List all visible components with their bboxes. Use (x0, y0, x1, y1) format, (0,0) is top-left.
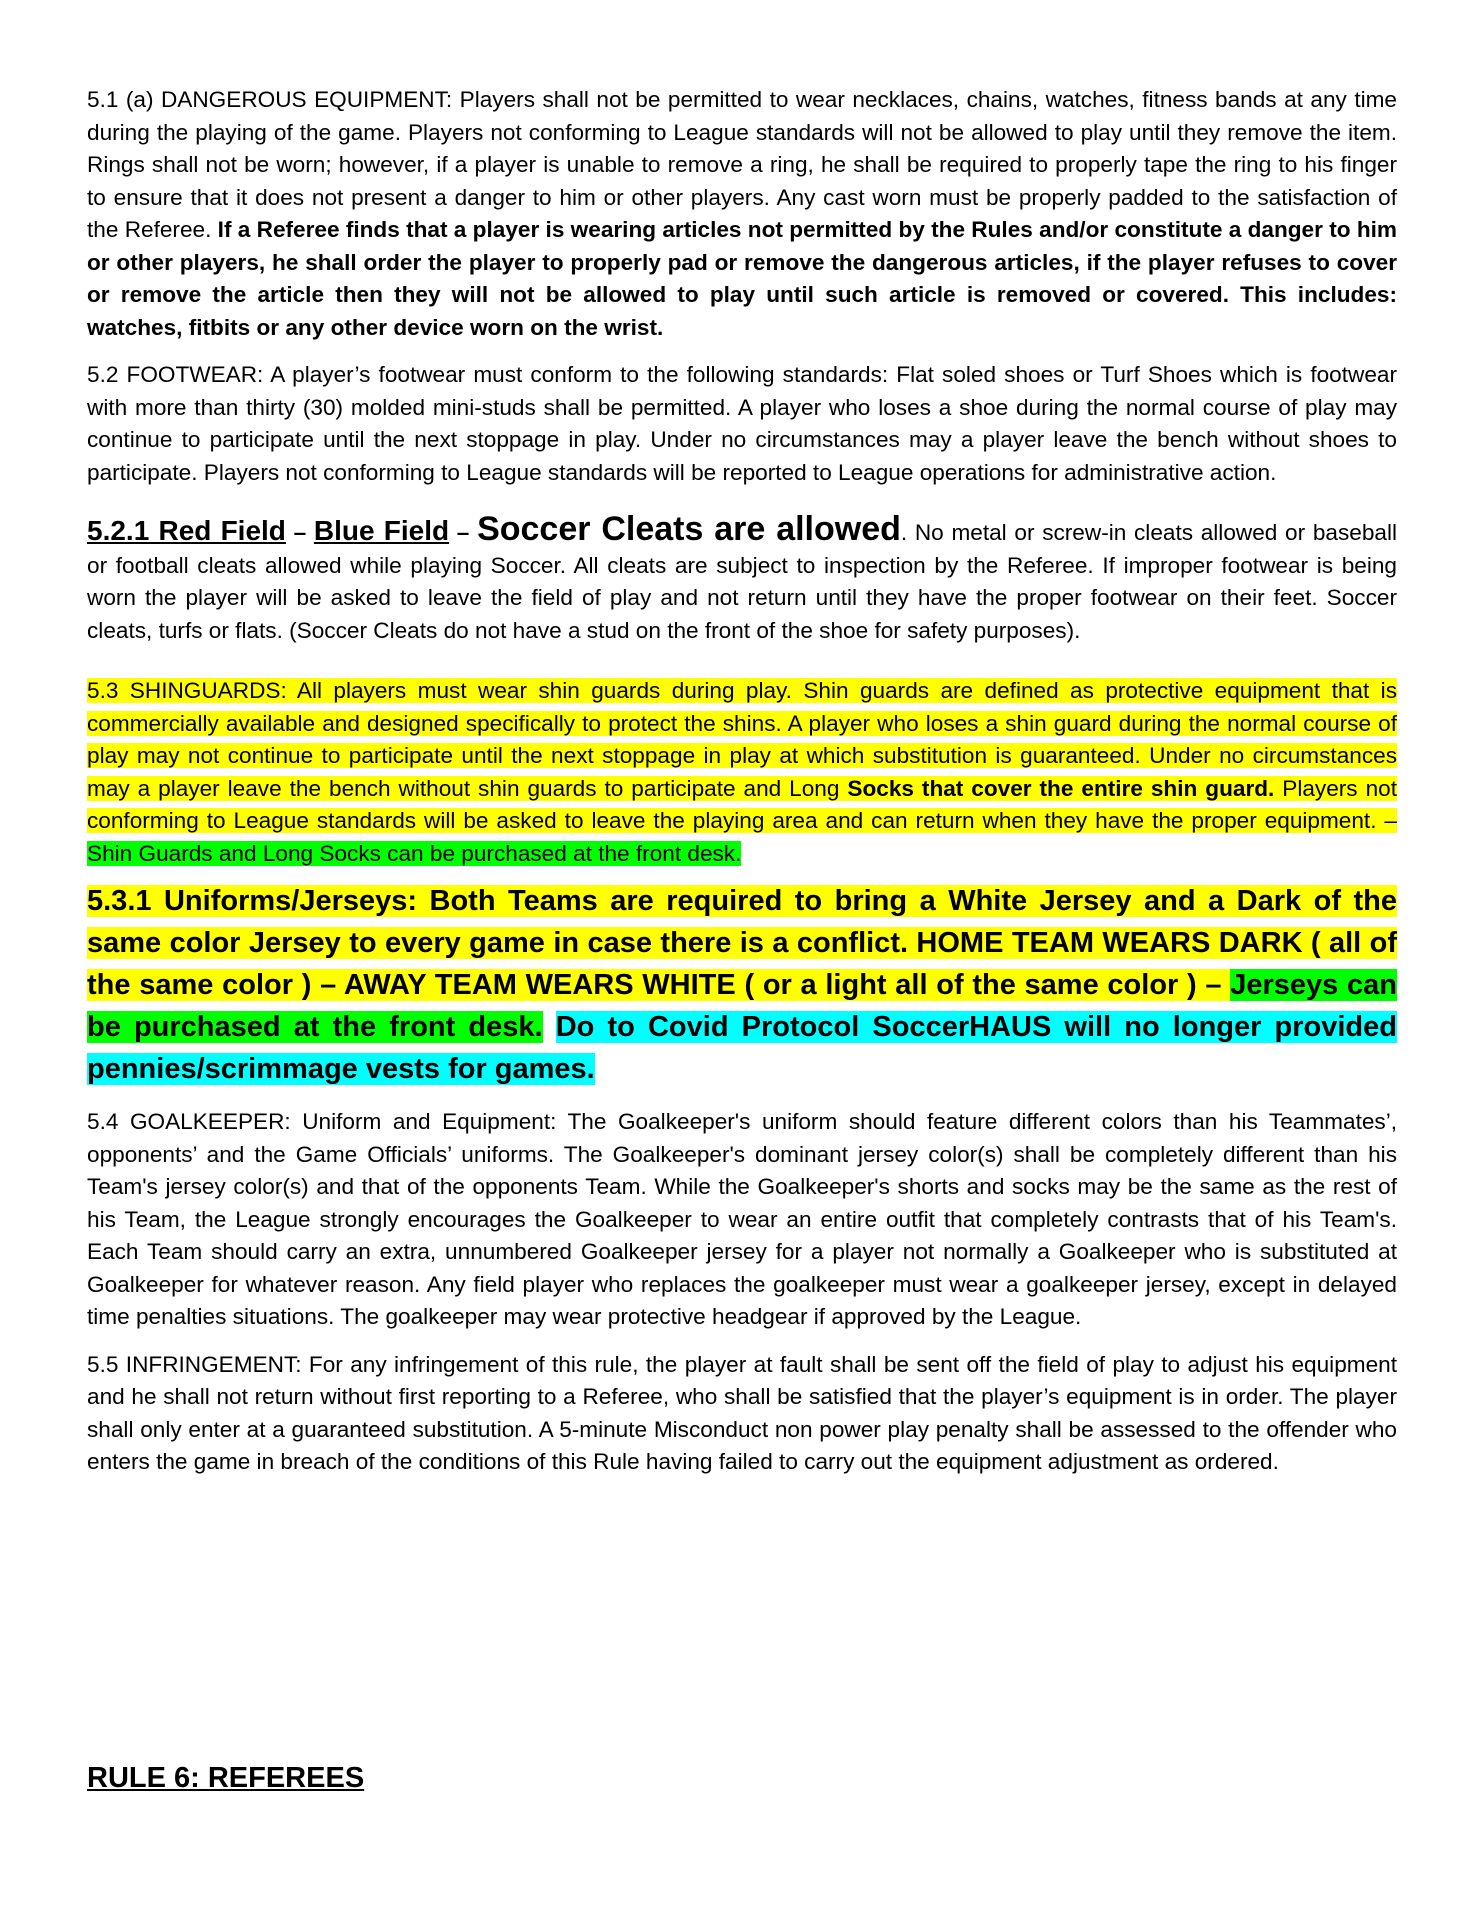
section-5-3-1-space (543, 1011, 556, 1043)
section-5-2-1-blue-field-heading: Blue Field (313, 515, 450, 546)
section-5-5 (87, 1349, 1397, 1479)
section-5-4-text: 5.4 GOALKEEPER: Uniform and Equipment: The Goalkeeper's uniform should feature different colors than his Teammates’, opponents’ and the Game Officials’ uniforms. The Goalkeeper's dominant jersey color(s) shall be completely different than his Team's jersey color(s) and that of the opponents Team. While the Goalkeeper's shorts and socks may be the same as the rest of his Team, the League strongly encourages the Goalkeeper to wear an entire outfit that completely contrasts that of his Team's. Each Team should carry an extra, unnumbered Goalkeeper jersey for a player not normally a Goalkeeper who is substituted at Goalkeeper for whatever reason. Any field player who replaces the goalkeeper must wear a goalkeeper jersey, except in delayed time penalties situations. The goalkeeper may wear protective headgear if approved by the League. (87, 1109, 1397, 1329)
section-5-2-1-cleats-allowed: Soccer Cleats are allowed (477, 510, 901, 548)
section-5-3-1-covid-note: Do to Covid Protocol SoccerHAUS will no longer provided pennies/scrimmage vests for games. (87, 1011, 1397, 1085)
section-5-2-1-dash: – (285, 520, 314, 545)
section-5-1-text: 5.1 (a) DANGEROUS EQUIPMENT: Players shall not be permitted to wear necklaces, chains, watches, fitness bands at any time during the playing of the game. Players not conforming to League standards will not be allowed to play until they remove the item. Rings shall not be worn; however, if a player is unable to remove a ring, he shall be required to properly tape the ring to his finger to ensure that it does not present a danger to him or other players. Any cast worn must be properly padded to the satisfaction of the Referee. (87, 87, 1397, 242)
section-5-3-text: 5.3 SHINGUARDS: All players must wear shin guards during play. Shin guards are defined as protective equipment that is commercially available and designed specifically to protect the shins. A player who loses a shin guard during the normal course of play may not continue to participate until the next stoppage in play at which substitution is guaranteed. Under no circumstances may a player leave the bench without shin guards to participate and Long (87, 678, 1397, 801)
section-5-3-1-text: 5.3.1 Uniforms/Jerseys: Both Teams are required to bring a White Jersey and a Dark of the same color Jersey to every game in case there is a conflict. HOME TEAM WEARS DARK ( all of the same color ) – AWAY TEAM WEARS WHITE ( or a light all of the same color ) – (87, 885, 1397, 1001)
section-5-3-text: Players not conforming to League standards will be asked to leave the playing area and can return when they have the proper equipment. – (87, 775, 1397, 833)
section-5-2-1 (87, 510, 1397, 647)
section-5-3 (87, 675, 1397, 870)
section-5-5-text: 5.5 INFRINGEMENT: For any infringement of this rule, the player at fault shall be sent off the field of play to adjust his equipment and he shall not return without first reporting to a Referee, who shall be satisfied that the player’s equipment is in order. The player shall only enter at a guaranteed substitution. A 5-minute Misconduct non power play penalty shall be assessed to the offender who enters the game in breach of the conditions of this Rule having failed to carry out the equipment adjustment as ordered. (87, 1351, 1397, 1474)
section-5-3-1-purchase-note: Jerseys can be purchased at the front desk. (87, 969, 1397, 1043)
section-5-2-text: 5.2 FOOTWEAR: A player’s footwear must conform to the following standards: Flat soled shoes or Turf Shoes which is footwear with more than thirty (30) molded mini-studs shall be permitted. A player who loses a shoe during the normal course of play may continue to participate until the next stoppage in play. Under no circumstances may a player leave the bench without shoes to participate. Players not conforming to League standards will be reported to League operations for administrative action. (87, 362, 1397, 485)
section-5-1 (87, 84, 1397, 344)
section-5-3-purchase-note: Shin Guards and Long Socks can be purchased at the front desk. (87, 840, 742, 866)
section-5-2 (87, 359, 1397, 489)
section-5-2-1-red-field-heading: 5.2.1 Red Field (87, 515, 286, 546)
rule-6-heading: RULE 6: REFEREES (87, 1762, 365, 1794)
section-5-1-bold-text: If a Referee finds that a player is wearing articles not permitted by the Rules and/or constitute a danger to him or other players, he shall order the player to properly pad or remove the dangerous articles, if the player refuses to cover or remove the article then they will not be allowed to play until such article is removed or covered. This includes: watches, fitbits or any other device worn on the wrist. (87, 217, 1397, 340)
section-5-3-1 (87, 880, 1397, 1090)
section-5-4 (87, 1106, 1397, 1334)
document-page (87, 84, 1397, 1479)
section-5-2-1-text: . No metal or screw-in cleats allowed or baseball or football cleats allowed while playing Soccer. All cleats are subject to inspection by the Referee. If improper footwear is being worn the player will be asked to leave the field of play and not return until they have the proper footwear on their feet. Soccer cleats, turfs or flats. (Soccer Cleats do not have a stud on the front of the shoe for safety purposes). (87, 520, 1397, 643)
section-5-2-1-dash: – (449, 520, 478, 545)
section-5-3-bold-text: Socks that cover the entire shin guard. (847, 775, 1275, 801)
